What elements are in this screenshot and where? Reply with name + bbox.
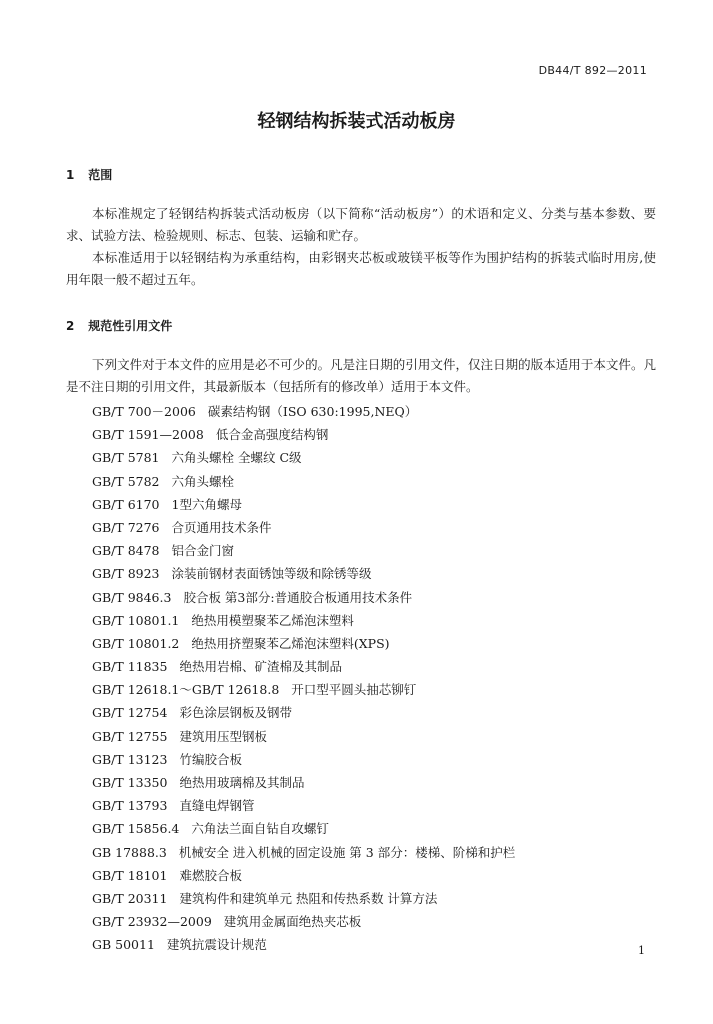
reference-title: 1型六角螺母 bbox=[171, 496, 242, 512]
reference-title: 竹编胶合板 bbox=[179, 751, 242, 767]
reference-item bbox=[92, 539, 515, 562]
reference-item bbox=[92, 841, 515, 864]
document-title: 轻钢结构拆装式活动板房 bbox=[257, 111, 456, 132]
reference-item bbox=[92, 725, 515, 748]
reference-item bbox=[92, 400, 515, 423]
reference-title: 六角头螺栓 全螺纹 C级 bbox=[171, 450, 302, 466]
reference-code: GB 17888.3 bbox=[92, 844, 167, 860]
reference-code: GB/T 5781 bbox=[92, 450, 160, 466]
reference-title: 机械安全 进入机械的固定设施 第 3 部分：楼梯、阶梯和护栏 bbox=[178, 844, 516, 860]
reference-code: GB/T 12618.1～GB/T 12618.8 bbox=[92, 682, 280, 698]
reference-code: GB/T 5782 bbox=[92, 473, 160, 489]
reference-code: GB/T 10801.2 bbox=[92, 635, 180, 651]
reference-item bbox=[92, 516, 515, 539]
reference-item bbox=[92, 910, 515, 933]
reference-title: 直缝电焊钢管 bbox=[179, 798, 255, 814]
reference-item bbox=[92, 794, 515, 817]
reference-code: GB/T 13123 bbox=[92, 751, 168, 767]
reference-item bbox=[92, 655, 515, 678]
reference-title: 涂装前钢材表面锈蚀等级和除锈等级 bbox=[171, 566, 372, 582]
reference-title: 碳素结构钢（ISO 630:1995,NEQ） bbox=[207, 404, 418, 419]
reference-item bbox=[92, 609, 515, 632]
reference-item bbox=[92, 470, 515, 493]
reference-item bbox=[92, 446, 515, 469]
reference-title: 铝合金门窗 bbox=[171, 543, 235, 559]
reference-code: GB/T 11835 bbox=[92, 659, 168, 675]
reference-item bbox=[92, 493, 515, 516]
reference-title: 难燃胶合板 bbox=[179, 867, 242, 883]
reference-code: GB/T 9846.3 bbox=[92, 589, 172, 605]
reference-title: 建筑用金属面绝热夹芯板 bbox=[223, 914, 362, 930]
reference-code: GB/T 8478 bbox=[92, 543, 160, 559]
reference-title: 绝热用玻璃棉及其制品 bbox=[179, 775, 305, 790]
reference-item bbox=[92, 817, 515, 840]
reference-title: 开口型平圆头抽芯铆钉 bbox=[291, 682, 417, 698]
reference-title: 绝热用模塑聚苯乙烯泡沫塑料 bbox=[191, 612, 354, 628]
reference-item bbox=[92, 678, 515, 701]
reference-code: GB 50011 bbox=[92, 937, 155, 953]
page-number: 1 bbox=[638, 944, 645, 957]
reference-title: 六角头螺栓 bbox=[171, 473, 235, 489]
reference-code: GB/T 15856.4 bbox=[92, 821, 180, 837]
reference-title: 建筑抗震设计规范 bbox=[166, 937, 267, 953]
reference-title: 低合金高强度结构钢 bbox=[215, 427, 329, 443]
section-number: 2 bbox=[66, 319, 75, 333]
reference-item bbox=[92, 887, 515, 910]
reference-title: 绝热用挤塑聚苯乙烯泡沫塑料(XPS) bbox=[191, 635, 390, 651]
reference-code: GB/T 12755 bbox=[92, 728, 168, 744]
reference-item bbox=[92, 748, 515, 771]
section-1-heading bbox=[66, 166, 112, 183]
reference-code: GB/T 1591—2008 bbox=[92, 427, 204, 443]
reference-title: 六角法兰面自钻自攻螺钉 bbox=[191, 821, 329, 837]
reference-item bbox=[92, 632, 515, 655]
reference-code: GB/T 700－2006 bbox=[92, 404, 196, 419]
reference-code: GB/T 23932—2009 bbox=[92, 914, 212, 930]
references-intro: 下列文件对于本文件的应用是必不可少的。凡是注日期的引用文件，仅注日期的版本适用于本文件。凡是不注日期的引用文件，其最新版本（包括所有的修改单）适用于本文件。 bbox=[66, 357, 656, 394]
reference-title: 胶合板 第3部分:普通胶合板通用技术条件 bbox=[183, 589, 413, 605]
section-number: 1 bbox=[66, 168, 75, 182]
reference-item bbox=[92, 771, 515, 794]
reference-list bbox=[92, 400, 515, 957]
reference-code: GB/T 10801.1 bbox=[92, 612, 180, 628]
reference-code: GB/T 13350 bbox=[92, 775, 168, 790]
reference-title: 绝热用岩棉、矿渣棉及其制品 bbox=[179, 659, 342, 675]
section-2-heading bbox=[66, 317, 172, 334]
reference-code: GB/T 13793 bbox=[92, 798, 168, 814]
section-title: 规范性引用文件 bbox=[88, 319, 173, 333]
reference-item bbox=[92, 562, 515, 585]
reference-code: GB/T 7276 bbox=[92, 519, 160, 535]
reference-item bbox=[92, 701, 515, 724]
reference-code: GB/T 20311 bbox=[92, 890, 168, 906]
reference-code: GB/T 8923 bbox=[92, 566, 160, 582]
reference-title: 合页通用技术条件 bbox=[171, 519, 272, 535]
scope-paragraph-1: 本标准规定了轻钢结构拆装式活动板房（以下简称“活动板房”）的术语和定义、分类与基本参数、要求、试验方法、检验规则、标志、包装、运输和贮存。 bbox=[66, 206, 656, 243]
scope-paragraph-2: 本标准适用于以轻钢结构为承重结构，由彩钢夹芯板或玻镁平板等作为围护结构的拆装式临时用房,使用年限一般不超过五年。 bbox=[66, 250, 656, 287]
reference-item bbox=[92, 586, 515, 609]
reference-title: 建筑构件和建筑单元 热阻和传热系数 计算方法 bbox=[179, 890, 438, 906]
reference-item bbox=[92, 423, 515, 446]
reference-title: 彩色涂层钢板及钢带 bbox=[179, 705, 292, 721]
reference-code: GB/T 6170 bbox=[92, 496, 160, 512]
reference-item bbox=[92, 933, 515, 956]
reference-code: GB/T 18101 bbox=[92, 867, 168, 883]
section-title: 范围 bbox=[88, 168, 113, 182]
document-code: DB44/T 892—2011 bbox=[538, 64, 647, 77]
reference-code: GB/T 12754 bbox=[92, 705, 168, 721]
reference-title: 建筑用压型钢板 bbox=[179, 728, 267, 744]
reference-item bbox=[92, 864, 515, 887]
